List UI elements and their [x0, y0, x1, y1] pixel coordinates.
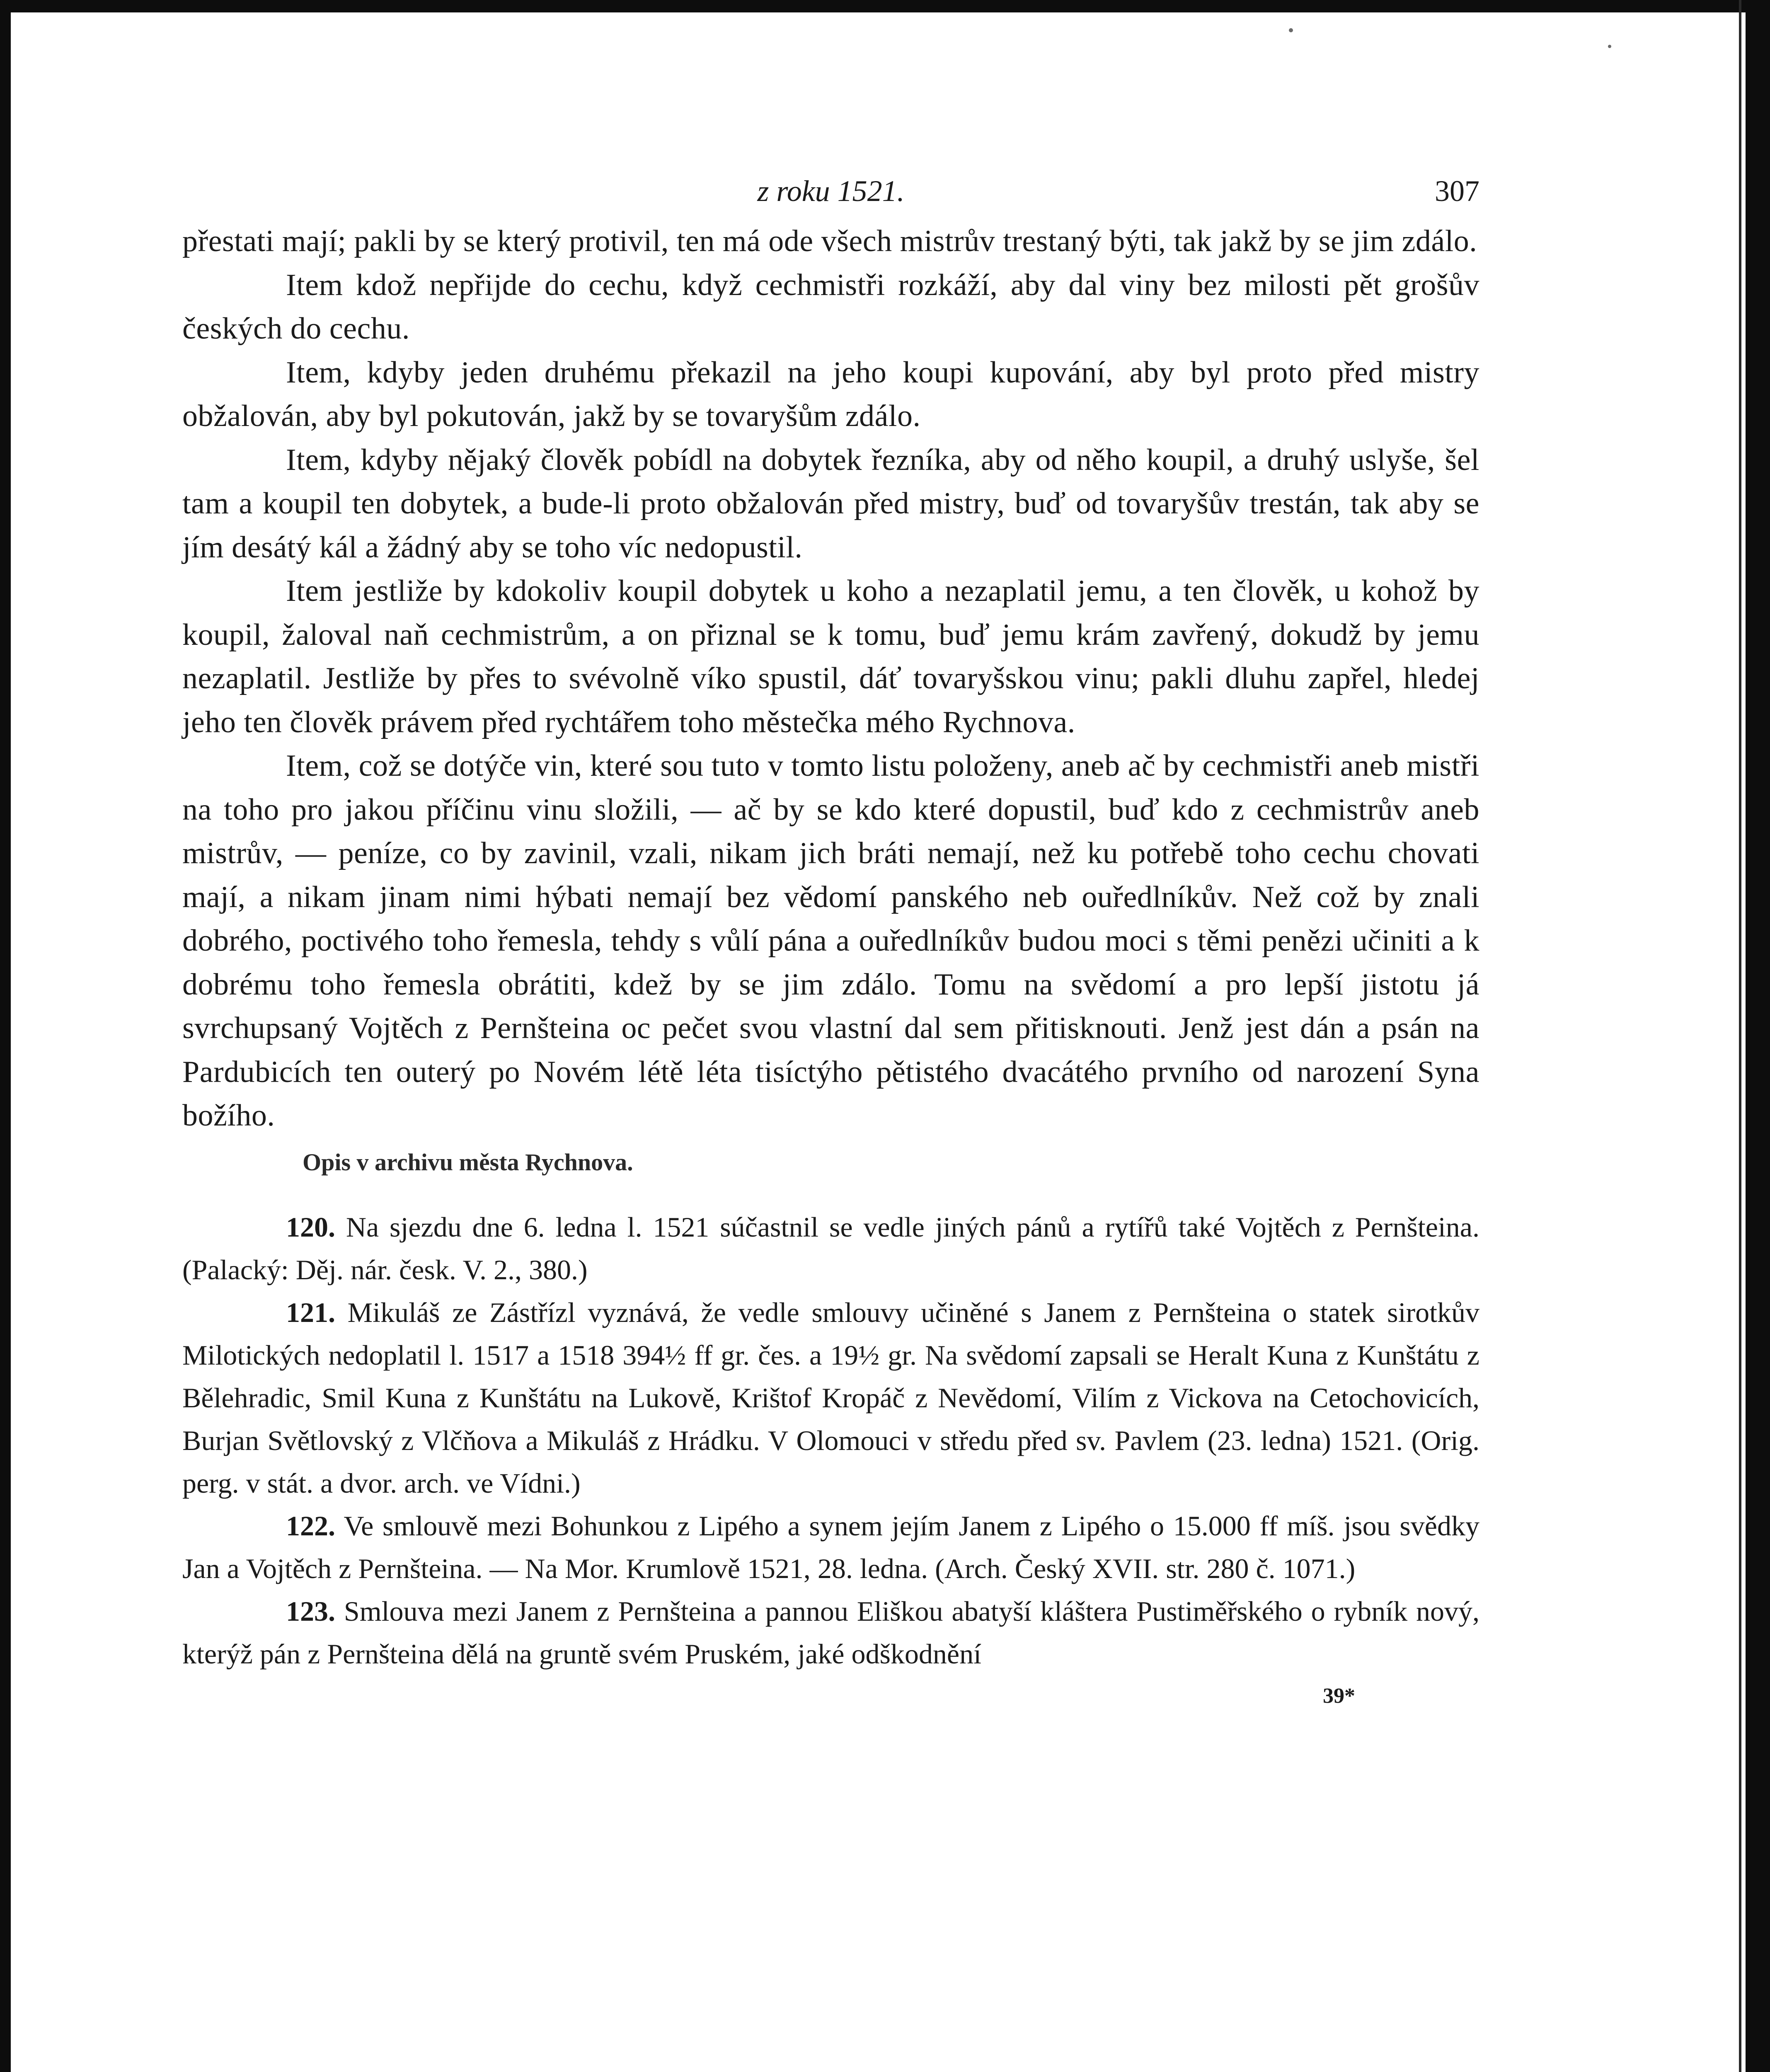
book-page	[182, 174, 1479, 1708]
paragraph: Item, kdyby nějaký člověk pobídl na dobytek řezníka, aby od něho koupil, a druhý uslyše, šel tam a koupil ten dobytek, a bude-li proto obžalován před mistry, buď od tovaryšův trestán, tak aby se jím desátý kál a žádný aby se toho víc nedopustil.	[182, 443, 1479, 564]
paragraph: Item, což se dotýče vin, které sou tuto v tomto listu položeny, aneb ač by cechmistři aneb mistři na toho pro jakou příčinu vinu složili, — ač by se kdo které dopustil, buď kdo z cechmistrův aneb mistrův, — peníze, co by zavinil, vzali, nikam jich bráti nemají, než ku potřebě toho cechu chovati mají, a nikam jinam nimi hýbati nemají bez vědomí panského neb ouředlníkův. Než což by znali dobrého, poctivého toho řemesla, tehdy s vůlí pána a ouředlníkův budou moci s těmi penězi učiniti a k dobrému toho řemesla obrátiti, kdež by se jim zdálo. Tomu na svědomí a pro lepší jistotu já svrchupsaný Vojtěch z Pernšteina oc pečet svou vlastní dal sem přitisknouti. Jenž jest dán a psán na Pardubicích ten outerý po Novém létě léta tisíctýho pětistého dvacátého prvního od narození Syna božího.	[182, 749, 1479, 1133]
scan-speck	[1608, 45, 1611, 48]
entry-123	[182, 1590, 1479, 1675]
entry-text: Ve smlouvě mezi Bohunkou z Lipého a synem jejím Janem z Lipého o 15.000 ff míš. jsou svědky Jan a Vojtěch z Pernšteina. — Na Mor. Krumlově 1521, 28. ledna. (Arch. Český XVII. str. 280 č. 1071.)	[182, 1510, 1479, 1584]
entry-list	[182, 1206, 1479, 1675]
paragraph-continuation: přestati mají; pakli by se který protivil, ten má ode všech mistrův trestaný býti, tak jakž by se jim zdálo.	[182, 224, 1477, 258]
scan-speck	[1289, 28, 1293, 32]
paragraph: Item kdož nepřijde do cechu, když cechmistři rozkáží, aby dal viny bez milosti pět grošův českých do cechu.	[182, 268, 1479, 346]
main-text	[182, 220, 1479, 1138]
entry-122	[182, 1505, 1479, 1590]
running-title: z roku 1521.	[757, 174, 905, 208]
signature-mark: 39*	[1323, 1684, 1355, 1708]
entry-120	[182, 1206, 1479, 1291]
source-note: Opis v archivu města Rychnova.	[303, 1148, 633, 1176]
scan-border-right	[1746, 0, 1770, 2072]
running-head	[182, 174, 1479, 220]
entry-number: 123.	[286, 1595, 335, 1627]
paragraph: Item, kdyby jeden druhému překazil na jeho koupi kupování, aby byl proto před mistry obžalován, aby byl pokutován, jakž by se tovaryšům zdálo.	[182, 355, 1479, 433]
scan-border-top	[0, 0, 1770, 12]
scan-border-left	[0, 0, 11, 2072]
entry-text: Na sjezdu dne 6. ledna l. 1521 súčastnil se vedle jiných pánů a rytířů také Vojtěch z Pernšteina. (Palacký: Děj. nár. česk. V. 2., 380.)	[182, 1211, 1479, 1285]
entry-text: Mikuláš ze Zástřízl vyznává, že vedle smlouvy učiněné s Janem z Pernšteina o statek sirotkův Milotických nedoplatil l. 1517 a 1518 394½ ff gr. čes. a 19½ gr. Na svědomí zapsali se Heralt Kuna z Kunštátu z Bělehradic, Smil Kuna z Kunštátu na Lukově, Krištof Kropáč z Nevědomí, Vilím z Vickova na Cetochovicích, Burjan Světlovský z Vlčňova a Mikuláš z Hrádku. V Olomouci v středu před sv. Pavlem (23. ledna) 1521. (Orig. perg. v stát. a dvor. arch. ve Vídni.)	[182, 1296, 1479, 1499]
entry-number: 121.	[286, 1296, 335, 1328]
entry-number: 120.	[286, 1211, 335, 1243]
entry-number: 122.	[286, 1510, 335, 1542]
paragraph: Item jestliže by kdokoliv koupil dobytek u koho a nezaplatil jemu, a ten člověk, u kohož by koupil, žaloval naň cechmistrům, a on přiznal se k tomu, buď jemu krám zavřený, dokudž by jemu nezaplatil. Jestliže by přes to svévolně víko spustil, dáť tovaryšskou vinu; pakli dluhu zapřel, hledej jeho ten člověk právem před rychtářem toho městečka mého Rychnova.	[182, 574, 1479, 739]
scan-border-shadow	[1739, 0, 1741, 2072]
page-number: 307	[1435, 174, 1479, 208]
entry-text: Smlouva mezi Janem z Pernšteina a pannou Eliškou abatyší kláštera Pustiměřského o rybník nový, kterýž pán z Pernšteina dělá na gruntě svém Pruském, jaké odškodnění	[182, 1595, 1480, 1670]
entry-121	[182, 1291, 1479, 1505]
